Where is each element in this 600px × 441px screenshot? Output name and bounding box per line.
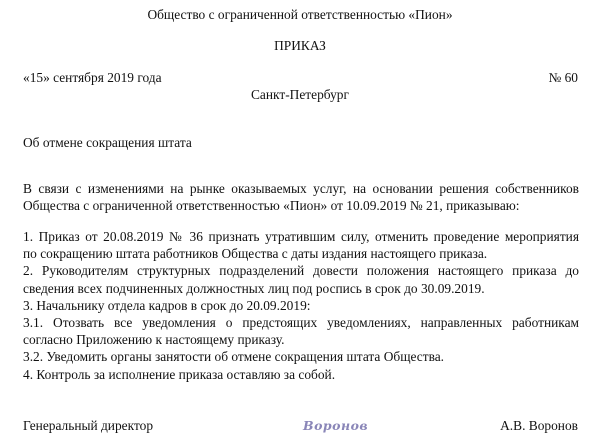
signatory-name: А.В. Воронов: [500, 418, 578, 433]
item-3-1-line-2: согласно Приложению к настоящему приказу.: [23, 332, 285, 348]
order-date: «15» сентября 2019 года: [23, 70, 162, 85]
city: Санкт-Петербург: [251, 87, 349, 102]
document-title: ПРИКАЗ: [274, 38, 326, 53]
item-2-line-2: сведения всех подчиненных должностных лиц под роспись в срок до 30.09.2019.: [23, 280, 485, 296]
item-3-2: 3.2. Уведомить органы занятости об отмене сокращения штата Общества.: [23, 349, 445, 365]
preamble: [23, 180, 579, 214]
preamble-line-1: В связи с изменениями на рынке оказываемых услуг, на основании решения собственников: [23, 181, 579, 196]
organization-name: Общество с ограниченной ответственностью «Пион»: [147, 7, 453, 22]
order-subject: Об отмене сокращения штата: [23, 135, 192, 150]
item-2-line-1: 2. Руководителям структурных подразделений довести положения настоящего приказа до: [23, 263, 579, 279]
handwritten-signature: Воронов: [303, 418, 369, 433]
item-4: 4. Контроль за исполнение приказа оставляю за собой.: [23, 366, 336, 382]
preamble-line-2: Общества с ограниченной ответственностью «Пион» от 10.09.2019 № 21, приказываю:: [23, 198, 520, 214]
order-number: № 60: [548, 70, 578, 85]
item-1-line-1: 1. Приказ от 20.08.2019 № 36 признать утратившим силу, отменить проведение мероприятия: [23, 229, 579, 244]
order-items: [23, 228, 579, 383]
signatory-position: Генеральный директор: [23, 418, 154, 433]
item-1-line-2: по сокращению штата работников Общества с даты издания настоящего приказа.: [23, 246, 488, 262]
item-3-1-line-1: 3.1. Отозвать все уведомления о предстоящих уведомлениях, направленных работникам: [23, 315, 579, 331]
item-3: 3. Начальнику отдела кадров в срок до 20.09.2019:: [23, 297, 311, 313]
